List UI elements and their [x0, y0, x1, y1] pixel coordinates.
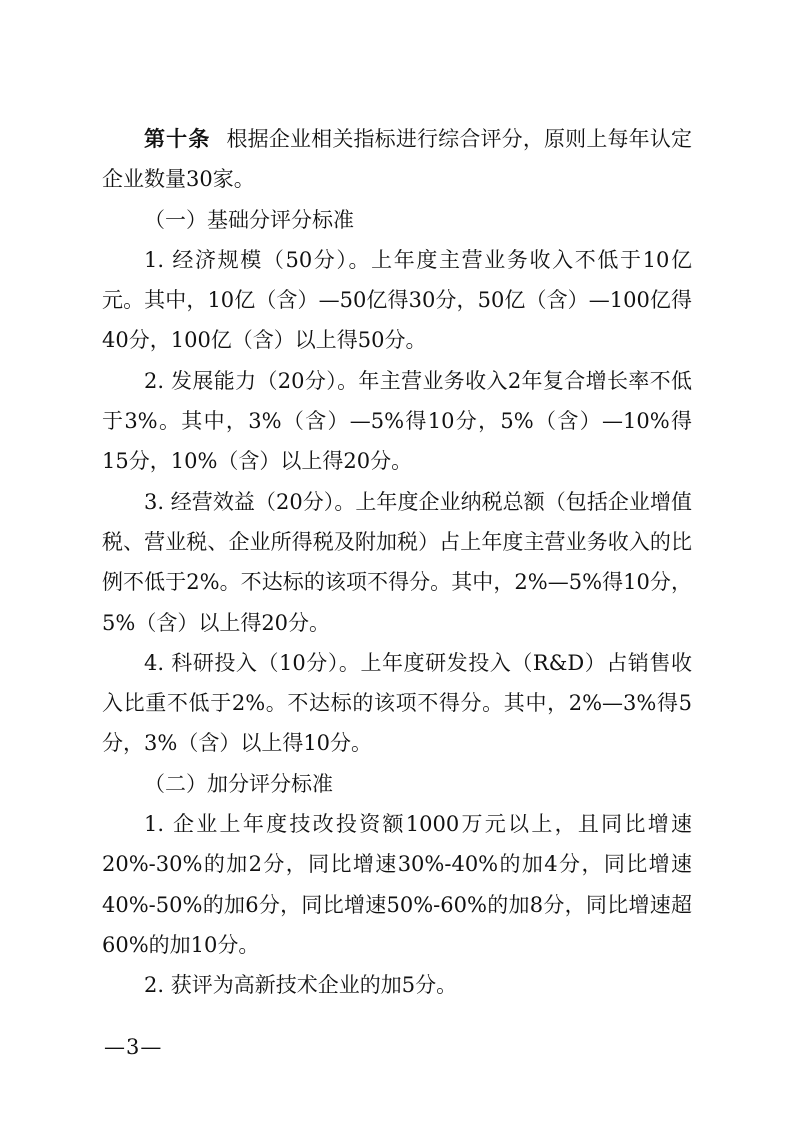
basic-item-2: 2. 发展能力（20分）。年主营业务收入2年复合增长率不低于3%。其中，3%（含）—5%得10分，5%（含）—10%得15分，10%（含）以上得20分。	[102, 368, 692, 474]
article-paragraph	[102, 119, 692, 200]
basic-item-4: 4. 科研投入（10分）。上年度研发投入（R&D）占销售收入比重不低于2%。不达标的该项不得分。其中，2%—3%得5分，3%（含）以上得10分。	[102, 650, 692, 756]
article-intro: 根据企业相关指标进行综合评分，原则上每年认定企业数量30家。	[102, 127, 692, 192]
bonus-item-1: 1. 企业上年度技改投资额1000万元以上，且同比增速20%-30%的加2分，同比增速30%-40%的加4分，同比增速40%-50%的加6分，同比增速50%-60%的加8分，同比增速超60%的加10分。	[102, 812, 692, 957]
page-number: —3—	[104, 1035, 163, 1059]
basic-item-3: 3. 经营效益（20分）。上年度企业纳税总额（包括企业增值税、营业税、企业所得税及附加税）占上年度主营业务收入的比例不低于2%。不达标的该项不得分。其中，2%—5%得10分，5%（含）以上得20分。	[102, 489, 692, 635]
basic-item-1: 1. 经济规模（50分）。上年度主营业务收入不低于10亿元。其中，10亿（含）—50亿得30分，50亿（含）—100亿得40分，100亿（含）以上得50分。	[102, 247, 692, 353]
section-heading-bonus: （二）加分评分标准	[144, 771, 333, 796]
article-title: 第十条	[144, 126, 211, 151]
bonus-item-2: 2. 获评为高新技术企业的加5分。	[144, 973, 458, 998]
section-heading-basic: （一）基础分评分标准	[144, 207, 354, 232]
document-body	[102, 119, 692, 1006]
